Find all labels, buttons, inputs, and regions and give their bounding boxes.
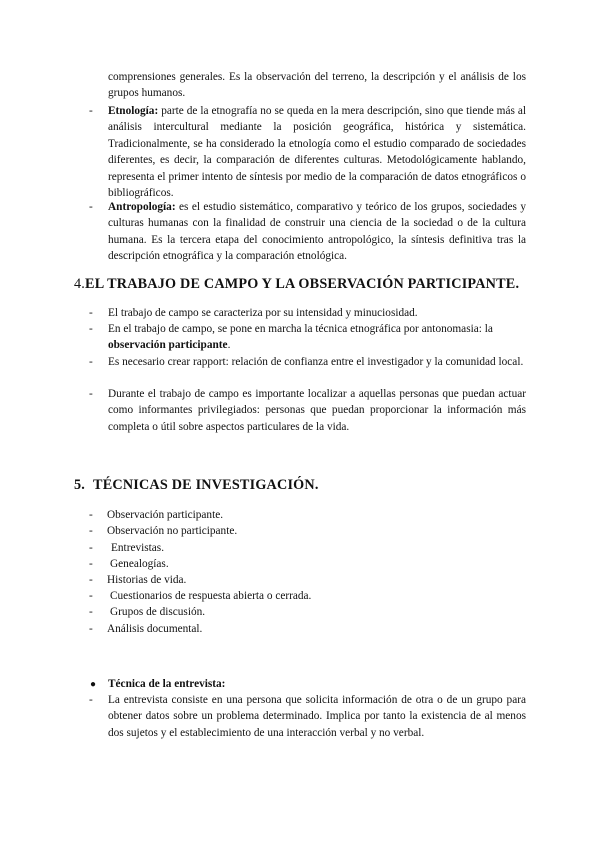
section-4-item-text: En el trabajo de campo, se pone en marcha la técnica etnográfica por antonomasia: la bbox=[108, 323, 493, 335]
list-dash: - bbox=[89, 590, 93, 602]
entrevista-paragraph: La entrevista consiste en una persona que solicita información de otra o de un grupo para obtener datos sobre un problema determinado. Implica por tanto la existencia de al menos dos sujetos y el establecimiento de una interacción verbal y no verbal. bbox=[108, 694, 526, 739]
section-4-item bbox=[108, 321, 526, 354]
entrevista-title: Técnica de la entrevista: bbox=[108, 678, 226, 690]
technique-item: Cuestionarios de respuesta abierta o cerrada. bbox=[110, 590, 312, 602]
observacion-participante-term: observación participante bbox=[108, 339, 228, 352]
technique-item: Historias de vida. bbox=[107, 574, 187, 586]
etnologia-term: Etnología: bbox=[108, 105, 159, 117]
etnologia-item bbox=[108, 103, 526, 201]
list-dash: - bbox=[89, 307, 93, 319]
list-dash: - bbox=[89, 558, 93, 570]
entrevista-heading bbox=[108, 676, 526, 692]
antropologia-text: es el estudio sistemático, comparativo y teórico de los grupos, sociedades y culturas humanas con la finalidad de construir una ciencia de la sociedad o de la cultura humana. Es la tercera etapa del conocimiento antropológico, la síntesis definitiva tras la descripción etnográfica y la comparación etnológica. bbox=[108, 201, 526, 263]
technique-item: Análisis documental. bbox=[107, 623, 203, 635]
list-dash: - bbox=[89, 105, 93, 117]
list-dash: - bbox=[89, 623, 93, 635]
list-dash: - bbox=[89, 201, 93, 213]
section-4-item: Durante el trabajo de campo es importante localizar a aquellas personas que puedan actuar como informantes privilegiados: personas que puedan proporcionar la información más completa o útil sobre aspectos particulares de la vida. bbox=[108, 388, 526, 433]
section-5-number: 5. bbox=[74, 477, 86, 493]
antropologia-term: Antropología: bbox=[108, 201, 176, 213]
technique-item: Observación participante. bbox=[107, 509, 224, 521]
list-dash: - bbox=[89, 694, 93, 706]
antropologia-item bbox=[108, 199, 526, 265]
technique-item: Genealogías. bbox=[110, 558, 169, 570]
technique-item: Grupos de discusión. bbox=[110, 606, 206, 618]
section-4-item: Es necesario crear rapport: relación de confianza entre el investigador y la comunidad local. bbox=[108, 356, 524, 368]
section-4-item: El trabajo de campo se caracteriza por su intensidad y minuciosidad. bbox=[108, 307, 418, 319]
list-dash: - bbox=[89, 509, 93, 521]
section-5-title: TÉCNICAS DE INVESTIGACIÓN. bbox=[93, 477, 319, 493]
section-4-heading bbox=[74, 275, 519, 293]
section-4-number: 4. bbox=[74, 276, 86, 292]
technique-item: Observación no participante. bbox=[107, 525, 238, 537]
list-dash: - bbox=[89, 542, 93, 554]
section-4-item-tail: . bbox=[227, 339, 231, 352]
etnologia-text: parte de la etnografía no se queda en la mera descripción, sino que tiende más al análisis intercultural mediante la posición geográfica, histórica y sistemática. Tradicionalmente, se ha considerado la etnología como el estudio comparado de sociedades diferentes, es decir, la comparación de diferentes culturas. Metodológicamente hablando, representa el primer intento de síntesis por medio de la comparación de datos etnográficos o bibliográficos. bbox=[108, 105, 526, 200]
list-dash: - bbox=[89, 525, 93, 537]
list-dash: - bbox=[89, 356, 93, 368]
list-dash: - bbox=[89, 574, 93, 586]
list-dash: - bbox=[89, 606, 93, 618]
list-dash: - bbox=[89, 323, 93, 335]
list-dash: - bbox=[89, 388, 93, 400]
section-5-heading bbox=[74, 476, 319, 494]
continuation-paragraph: comprensiones generales. Es la observación del terreno, la descripción y el análisis de los grupos humanos. bbox=[108, 71, 526, 100]
bullet-icon: ● bbox=[90, 679, 97, 690]
section-4-title: EL TRABAJO DE CAMPO Y LA OBSERVACIÓN PARTICIPANTE. bbox=[85, 276, 520, 292]
technique-item: Entrevistas. bbox=[111, 542, 165, 554]
